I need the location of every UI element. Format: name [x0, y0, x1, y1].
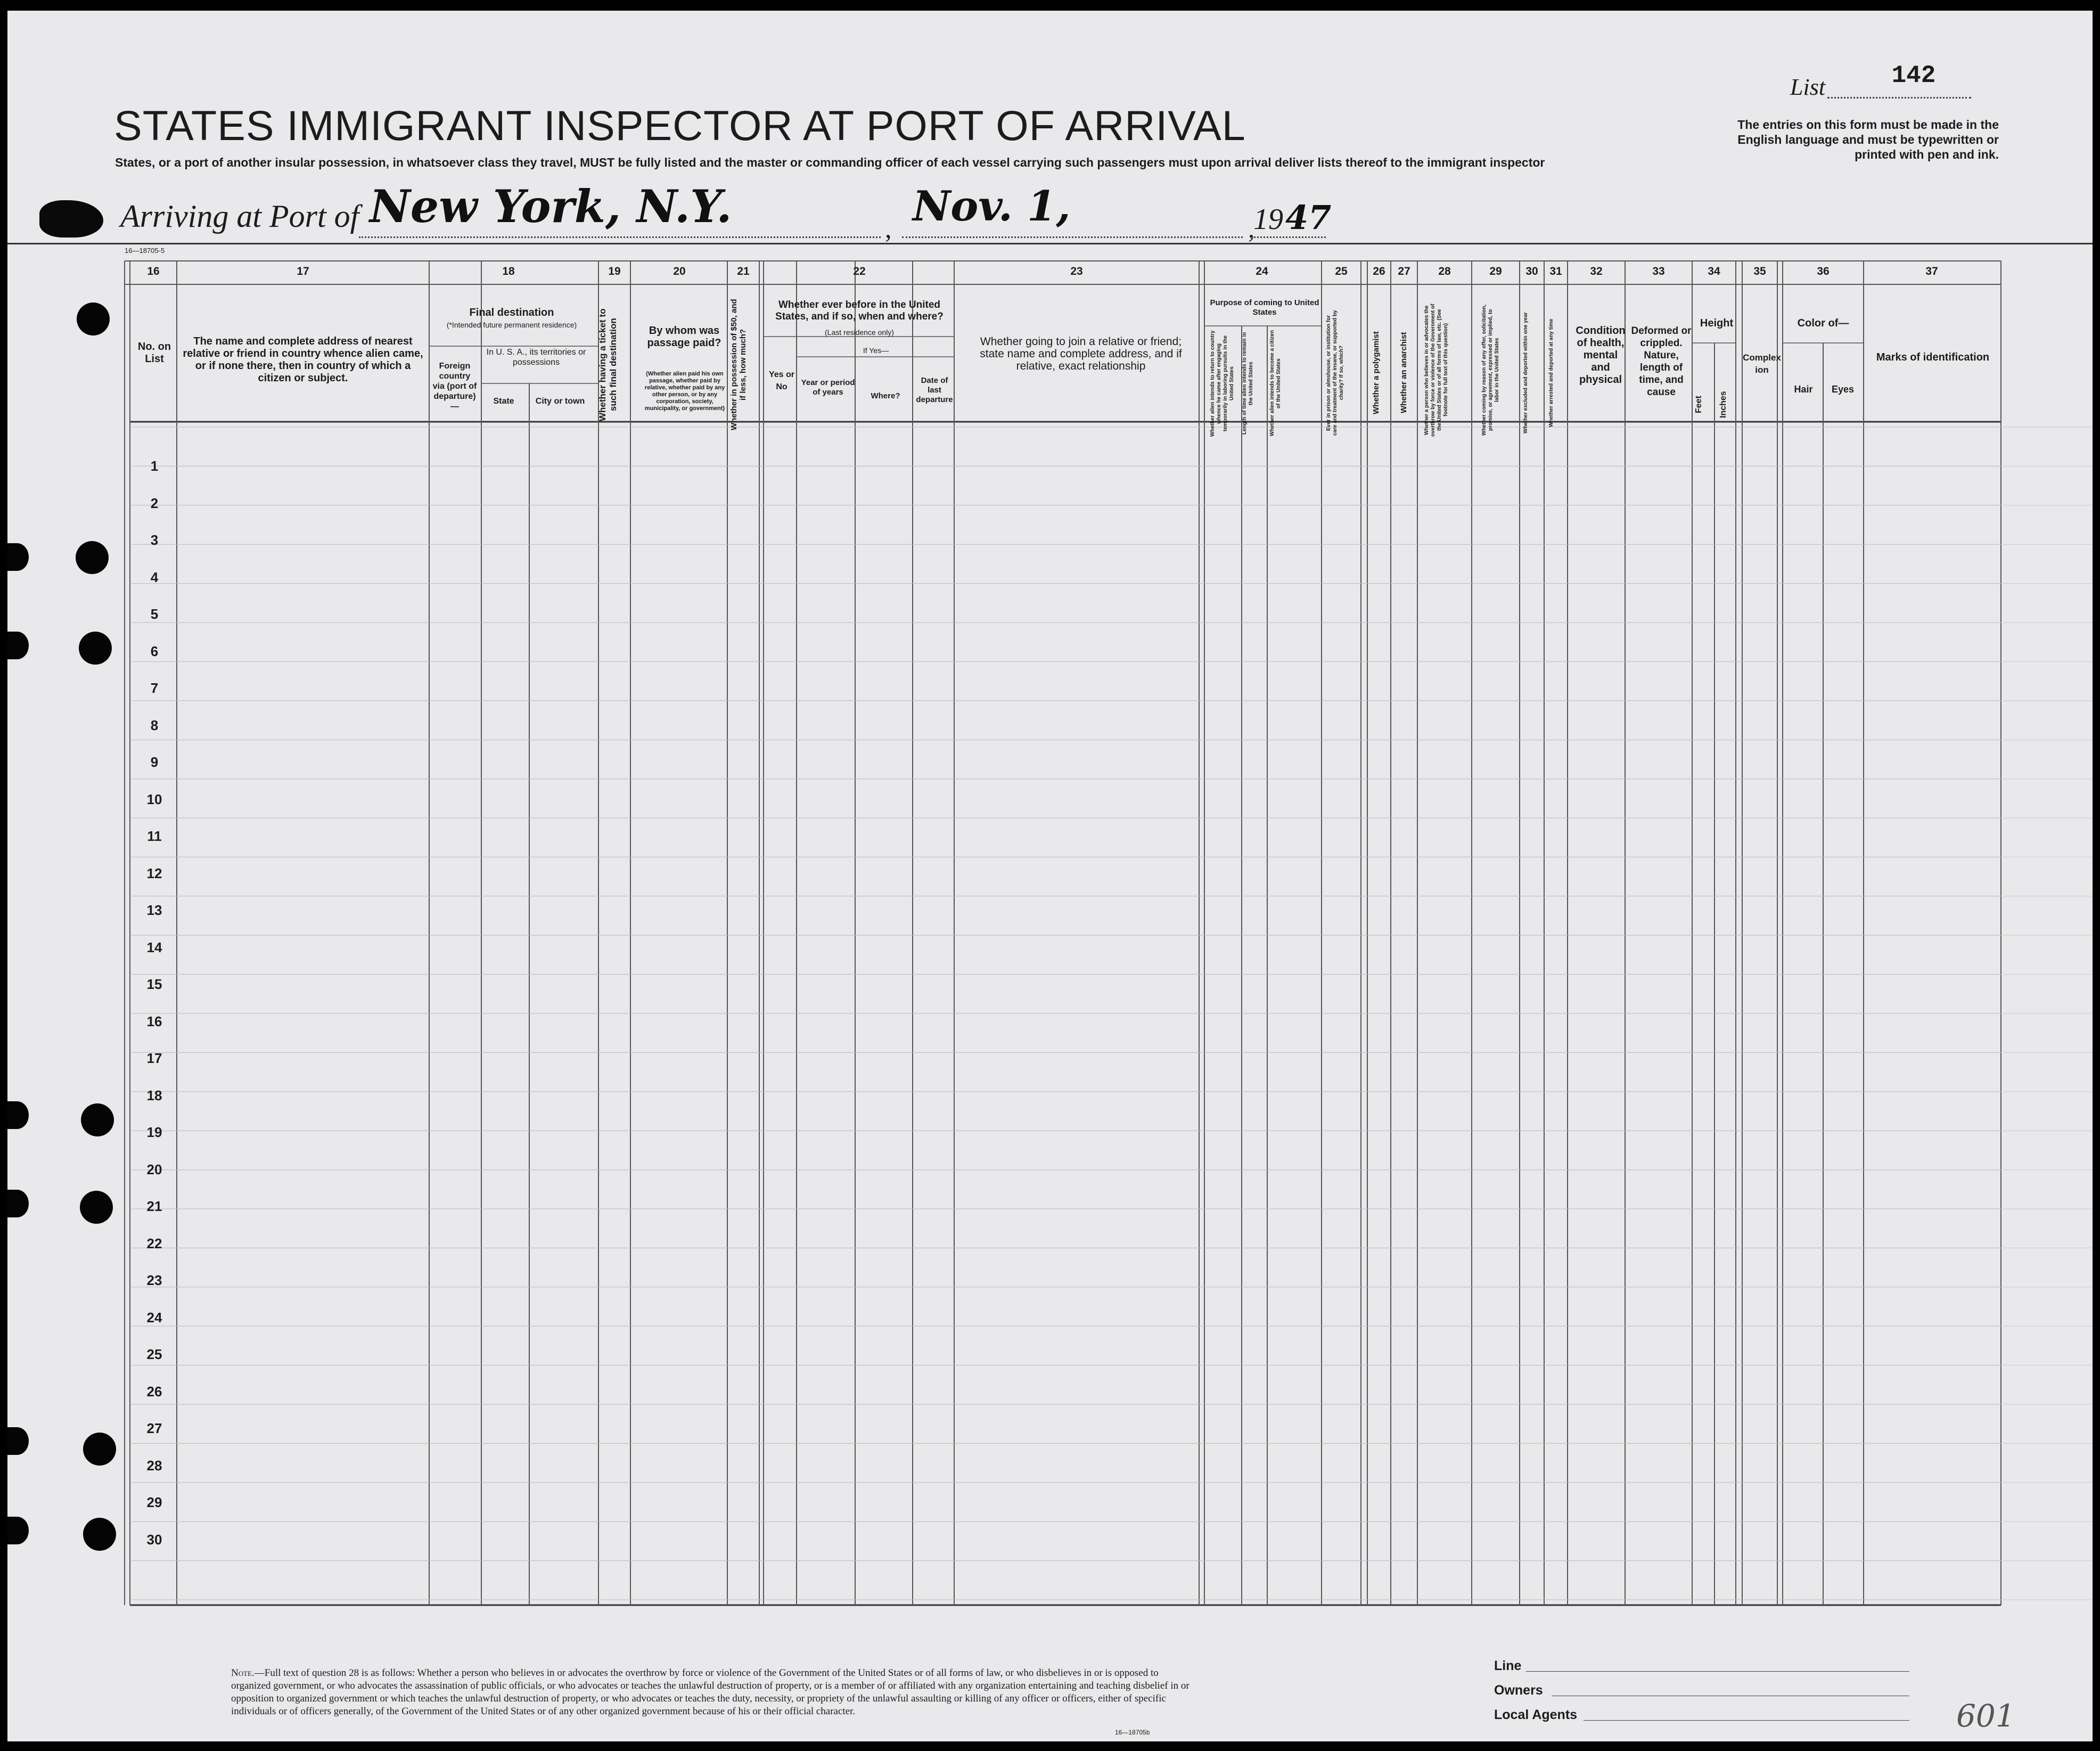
column-number: 37: [1925, 265, 1938, 277]
row-number: 21: [146, 1198, 162, 1214]
row-number: 30: [146, 1531, 162, 1548]
col22-year: Year or period of years: [801, 378, 855, 397]
col18-city: City or town: [535, 397, 585, 406]
row-number: 5: [150, 606, 159, 622]
col21-header: Whether in possession of $50, and if less, how much?: [729, 299, 748, 431]
row-number: 29: [146, 1494, 162, 1510]
col24-title: Purpose of coming to United States: [1210, 298, 1319, 317]
col36-hair: Hair: [1794, 384, 1813, 395]
col34-title: Height: [1700, 317, 1734, 329]
row-number: 9: [150, 754, 159, 770]
col19-header: Whether having a ticket to such final destination: [597, 308, 618, 421]
column-number: 31: [1549, 265, 1562, 277]
column-number: 18: [502, 265, 515, 277]
comma-2: ,: [1248, 214, 1255, 243]
row-number: 17: [146, 1050, 162, 1066]
column-number: 21: [737, 265, 750, 277]
column-number: 25: [1335, 265, 1348, 277]
margin-note: 601: [1956, 1698, 2015, 1734]
col22-yesno: Yes or No: [768, 370, 795, 391]
col22-where: Where?: [871, 391, 900, 400]
row-number: 12: [146, 865, 162, 881]
date-handwritten: Nov. 1,: [913, 182, 1071, 231]
comma-1: ,: [885, 214, 892, 243]
row-number: 19: [146, 1124, 162, 1140]
form-subtitle: States, or a port of another insular possession, in whatsoever class they travel, MUST be fully listed and the master or commanding officer of each vessel carrying such passengers must upon arrival deliver lists thereof to the immigrant inspector: [115, 156, 1545, 169]
col29-header: Whether coming by reason of any offer, solicitation, promise, or agreement, expressed or implied, to labor in the United States: [1481, 304, 1500, 436]
footer-code: 16—18705b: [1115, 1729, 1150, 1736]
col22-sub: (Last residence only): [825, 328, 894, 337]
col24-b: Length of time alien intends to remain in the United States: [1242, 332, 1254, 435]
form-title: STATES IMMIGRANT INSPECTOR AT PORT OF ARRIVAL: [114, 102, 1246, 149]
column-number: 36: [1817, 265, 1830, 277]
column-number: 30: [1525, 265, 1538, 277]
col31-header: Whether arrested and deported at any time: [1548, 318, 1554, 427]
binding-hole: [83, 1433, 116, 1466]
col18-usa: In U. S. A., its territories or possessions: [486, 348, 586, 367]
row-number: 11: [147, 828, 162, 844]
col22-ifyes: If Yes—: [863, 346, 889, 355]
line-field: [1526, 1671, 1909, 1672]
col16-header: No. on List: [137, 341, 171, 365]
column-number: 16: [147, 265, 160, 277]
col20-title: By whom was passage paid?: [647, 325, 721, 349]
list-number: 142: [1891, 62, 1936, 89]
column-number: 32: [1590, 265, 1603, 277]
manifest-sheet: [7, 11, 2093, 1741]
col35-header: Complexion: [1743, 353, 1781, 375]
agents-field: [1584, 1720, 1909, 1721]
column-number: 35: [1753, 265, 1766, 277]
col36-title: Color of—: [1797, 317, 1849, 329]
arriving-label: Arriving at Port of: [120, 199, 359, 234]
column-number: 28: [1438, 265, 1451, 277]
year-handwritten: 47: [1285, 198, 1332, 237]
binding-hole: [77, 302, 110, 336]
row-number: 7: [150, 680, 159, 696]
row-number: 25: [146, 1346, 162, 1362]
port-handwritten: New York, N.Y.: [370, 180, 732, 233]
line-label: Line: [1494, 1658, 1522, 1673]
binding-hole: [80, 1191, 113, 1224]
row-number: 26: [146, 1383, 162, 1400]
list-label: List: [1790, 74, 1826, 100]
col17-header: The name and complete address of nearest relative or friend in country whence alien came, or if none there, then in country of which a citizen or subject.: [183, 336, 423, 384]
row-number: 20: [146, 1161, 162, 1177]
col34-inches: Inches: [1719, 391, 1728, 419]
col32-header: Condition of health, mental and physical: [1576, 325, 1626, 386]
col22-date: Date of last departure: [916, 376, 953, 404]
column-number: 22: [853, 265, 866, 277]
row-number: 24: [146, 1309, 162, 1325]
column-number: 19: [608, 265, 621, 277]
row-number: 10: [146, 791, 162, 807]
row-number: 16: [146, 1013, 162, 1029]
row-number: 23: [146, 1272, 162, 1288]
column-number: 20: [673, 265, 686, 277]
col36-eyes: Eyes: [1831, 384, 1855, 395]
footnote-text: —Full text of question 28 is as follows: Whether a person who believes in or advocates the overthrow by force or violence of the Government of the United States or of all forms of law, or who disbelieves in or is opposed to organized government, or who advocates the assassination of public officials, or who advocates or teaches the unlawful destruction of property, or is a member of or affiliated with any organization entertaining and teaching disbelief in or opposition to organized government or which teaches the unlawful destruction of property, or who advocates or teaches the duty, necessity, or propriety of the unlawful assaulting or killing of any officer or officers, either of specific individuals or of officers generally, of the Government of the United States or of any other organized government because of his or their official character.: [231, 1667, 1190, 1717]
row-number: 28: [146, 1457, 162, 1474]
col25-header: Ever in prison or almshouse, or institution for care and treatment of the insane, or supported by charity? If so, which?: [1326, 310, 1344, 436]
col34-feet: Feet: [1694, 396, 1703, 414]
row-number: 22: [146, 1235, 162, 1251]
col22-title: Whether ever before in the United States, and if so, when and where?: [775, 299, 944, 322]
row-number: 27: [146, 1420, 162, 1436]
year-prefix: 19: [1253, 203, 1283, 236]
form-number: 16—18705-5: [125, 247, 165, 255]
row-number: 2: [150, 495, 159, 511]
binding-hole: [76, 541, 109, 574]
row-number: 6: [150, 643, 159, 659]
column-number: 24: [1256, 265, 1268, 277]
row-number: 13: [146, 902, 162, 918]
entries-note: The entries on this form must be made in the English language and must be typewritten or printed with pen and ink.: [1737, 118, 1999, 161]
col20-note: (Whether alien paid his own passage, whether paid by relative, whether paid by any other person, or by any corporation, society, municipality, or government): [644, 371, 725, 412]
col18-state: State: [493, 397, 514, 406]
binding-hole: [81, 1103, 114, 1136]
footnote: [231, 1667, 1190, 1718]
row-number: 4: [150, 569, 159, 585]
footnote-lead: Note.: [231, 1667, 255, 1679]
row-number: 14: [146, 939, 162, 955]
col33-header: Deformed or crippled. Nature, length of time, and cause: [1631, 325, 1692, 398]
column-number: 33: [1652, 265, 1665, 277]
row-number: 18: [146, 1087, 162, 1103]
column-number: 27: [1398, 265, 1410, 277]
col18-title: Final destination: [469, 307, 554, 318]
col37-header: Marks of identification: [1876, 351, 1990, 363]
col24-c: Whether alien intends to become a citizen of the United States: [1269, 330, 1282, 437]
row-number: 3: [150, 532, 159, 548]
binding-hole: [83, 1518, 116, 1551]
owners-label: Owners: [1494, 1683, 1543, 1698]
binding-hole: [79, 632, 112, 665]
col18-sub: (*Intended future permanent residence): [446, 321, 577, 329]
col28-header: Whether a person who believes in or advocates the overthrow by force or violence of the Government of the United States or of all forms of law, etc. (See footnote for full text of this question): [1424, 304, 1449, 437]
row-number: 15: [146, 976, 162, 992]
col27-header: Whether an anarchist: [1399, 332, 1408, 414]
col23-header: Whether going to join a relative or friend; state name and complete address, and if relative, exact relationship: [980, 336, 1182, 372]
col18-foreign: Foreign country via (port of departure)—: [432, 362, 477, 411]
column-number: 26: [1373, 265, 1385, 277]
col26-header: Whether a polygamist: [1372, 331, 1381, 414]
column-number: 23: [1070, 265, 1083, 277]
agents-label: Local Agents: [1494, 1707, 1578, 1722]
col30-header: Whether excluded and deported within one year: [1523, 312, 1529, 433]
row-number: 8: [150, 717, 159, 733]
row-number: 1: [150, 458, 159, 474]
col24-a: Whether alien intends to return to country whence he came after engaging temporarily in laboring pursuits in the United States: [1210, 330, 1235, 437]
column-number: 34: [1708, 265, 1720, 277]
column-number: 29: [1489, 265, 1502, 277]
column-number: 17: [297, 265, 309, 277]
